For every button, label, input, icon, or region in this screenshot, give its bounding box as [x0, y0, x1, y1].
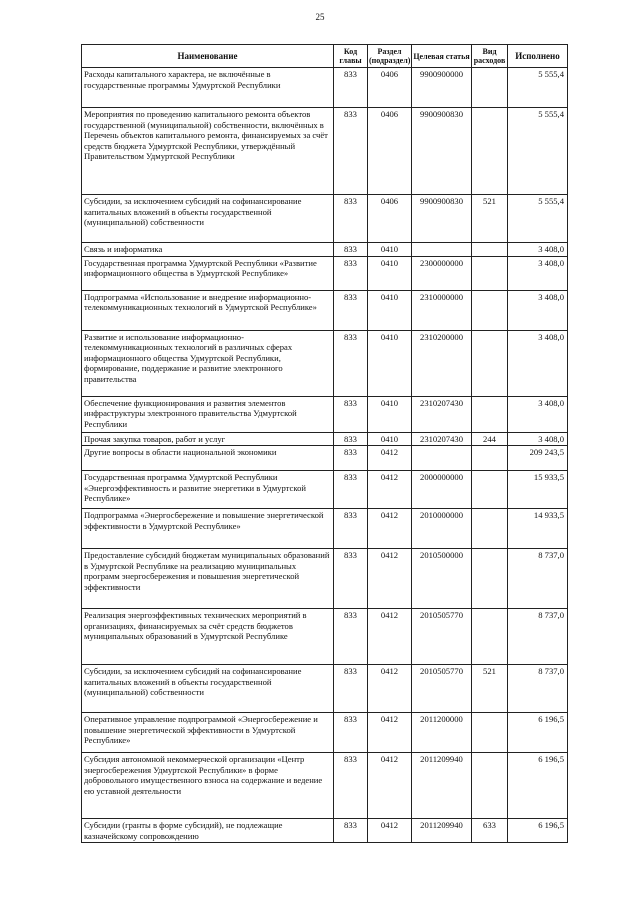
table-row: [82, 290, 568, 330]
header-code-main: Код главы: [334, 45, 368, 68]
row-name: Реализация энергоэффективных технических мероприятий в организациях, финансируемых за счёт средств бюджетов муниципальных образований в Удмуртской Республике: [82, 609, 334, 665]
row-type: [472, 609, 508, 665]
row-code: 833: [334, 446, 368, 471]
table-row: [82, 432, 568, 446]
row-target: 2010505770: [412, 609, 472, 665]
row-type: 244: [472, 432, 508, 446]
row-code: 833: [334, 256, 368, 290]
row-target: 2310207430: [412, 432, 472, 446]
table-row: [82, 471, 568, 509]
row-name: Подпрограмма «Использование и внедрение информационно-телекоммуникационных технологий в Удмуртской Республике»: [82, 290, 334, 330]
row-type: [472, 713, 508, 753]
row-type: [472, 509, 508, 549]
row-section: 0410: [368, 432, 412, 446]
header-target: Целевая статья: [412, 45, 472, 68]
row-code: 833: [334, 290, 368, 330]
row-done: 6 196,5: [508, 713, 568, 753]
row-done: 3 408,0: [508, 330, 568, 396]
row-code: 833: [334, 243, 368, 257]
row-done: 3 408,0: [508, 432, 568, 446]
row-target: 2010000000: [412, 509, 472, 549]
row-section: 0406: [368, 195, 412, 243]
row-code: 833: [334, 471, 368, 509]
table-row: [82, 665, 568, 713]
row-done: 8 737,0: [508, 665, 568, 713]
row-done: 3 408,0: [508, 243, 568, 257]
row-type: [472, 396, 508, 432]
table-row: [82, 396, 568, 432]
row-type: [472, 68, 508, 108]
table-row: [82, 509, 568, 549]
row-done: 5 555,4: [508, 195, 568, 243]
row-done: 14 933,5: [508, 509, 568, 549]
row-target: 2000000000: [412, 471, 472, 509]
row-section: 0412: [368, 549, 412, 609]
row-section: 0406: [368, 68, 412, 108]
row-name: Предоставление субсидий бюджетам муниципальных образований в Удмуртской Республике на реализацию муниципальных программ энергосбережения и повышения энергетической эффективности: [82, 549, 334, 609]
row-section: 0412: [368, 471, 412, 509]
row-target: 2310200000: [412, 330, 472, 396]
row-name: Развитие и использование информационно-телекоммуникационных технологий в различных сферах информационного общества Удмуртской Республики, формирование, поддержание и развитие электронного правительства: [82, 330, 334, 396]
row-type: 521: [472, 195, 508, 243]
row-section: 0410: [368, 243, 412, 257]
row-code: 833: [334, 108, 368, 195]
row-target: 2011209940: [412, 819, 472, 843]
row-type: 633: [472, 819, 508, 843]
row-code: 833: [334, 195, 368, 243]
header-done: Исполнено: [508, 45, 568, 68]
row-type: [472, 108, 508, 195]
row-section: 0410: [368, 330, 412, 396]
row-name: Другие вопросы в области национальной экономики: [82, 446, 334, 471]
row-code: 833: [334, 68, 368, 108]
row-name: Субсидии, за исключением субсидий на софинансирование капитальных вложений в объекты государственной (муниципальной) собственности: [82, 195, 334, 243]
row-name: Обеспечение функционирования и развития элементов инфраструктуры электронного правительства Удмуртской Республики: [82, 396, 334, 432]
row-target: 2011200000: [412, 713, 472, 753]
row-type: [472, 549, 508, 609]
row-done: 3 408,0: [508, 290, 568, 330]
table-row: [82, 609, 568, 665]
row-name: Государственная программа Удмуртской Республики «Развитие информационного общества в Удмуртской Республике»: [82, 256, 334, 290]
table-row: [82, 330, 568, 396]
row-code: 833: [334, 609, 368, 665]
row-type: [472, 243, 508, 257]
row-type: [472, 256, 508, 290]
row-target: 9900900000: [412, 68, 472, 108]
row-name: Субсидии, за исключением субсидий на софинансирование капитальных вложений в объекты государственной (муниципальной) собственности: [82, 665, 334, 713]
row-section: 0410: [368, 256, 412, 290]
row-type: [472, 330, 508, 396]
row-type: [472, 753, 508, 819]
row-done: 5 555,4: [508, 108, 568, 195]
header-section: Раздел (подраздел): [368, 45, 412, 68]
row-code: 833: [334, 713, 368, 753]
row-section: 0412: [368, 509, 412, 549]
row-target: [412, 243, 472, 257]
row-section: 0412: [368, 609, 412, 665]
row-name: Субсидии (гранты в форме субсидий), не подлежащие казначейскому сопровождению: [82, 819, 334, 843]
row-target: [412, 446, 472, 471]
row-code: 833: [334, 665, 368, 713]
table-row: [82, 446, 568, 471]
row-done: 3 408,0: [508, 256, 568, 290]
row-code: 833: [334, 396, 368, 432]
row-target: 2310000000: [412, 290, 472, 330]
row-done: 3 408,0: [508, 396, 568, 432]
row-target: 2011209940: [412, 753, 472, 819]
row-type: [472, 471, 508, 509]
row-name: Мероприятия по проведению капитального ремонта объектов государственной (муниципальной) собственности, включённых в Перечень объектов капитального ремонта, финансируемых за счёт средств бюджета Удмуртской Республики, утверждённый Правительством Удмуртской Республики: [82, 108, 334, 195]
table-row: [82, 819, 568, 843]
table-row: [82, 108, 568, 195]
row-name: Связь и информатика: [82, 243, 334, 257]
row-done: 15 933,5: [508, 471, 568, 509]
expenditure-table: [81, 44, 568, 843]
row-done: 6 196,5: [508, 819, 568, 843]
row-target: 2010505770: [412, 665, 472, 713]
row-done: 5 555,4: [508, 68, 568, 108]
row-code: 833: [334, 549, 368, 609]
row-name: Государственная программа Удмуртской Республики «Энергоэффективность и развитие энергетики в Удмуртской Республике»: [82, 471, 334, 509]
table-row: [82, 256, 568, 290]
page-number: 25: [315, 12, 325, 22]
row-section: 0412: [368, 446, 412, 471]
row-code: 833: [334, 509, 368, 549]
table-row: [82, 68, 568, 108]
header-name: Наименование: [82, 45, 334, 68]
row-name: Прочая закупка товаров, работ и услуг: [82, 432, 334, 446]
row-type: [472, 290, 508, 330]
row-section: 0410: [368, 396, 412, 432]
row-name: Подпрограмма «Энергосбережение и повышение энергетической эффективности в Удмуртской Республике»: [82, 509, 334, 549]
row-section: 0412: [368, 753, 412, 819]
table-row: [82, 549, 568, 609]
table-header-row: [82, 45, 568, 68]
row-section: 0412: [368, 665, 412, 713]
row-done: 8 737,0: [508, 609, 568, 665]
row-name: Субсидия автономной некоммерческой организации «Центр энергосбережения Удмуртской Республики» в форме добровольного имущественного взноса на содержание и ведение ею уставной деятельности: [82, 753, 334, 819]
row-section: 0412: [368, 819, 412, 843]
row-code: 833: [334, 432, 368, 446]
row-code: 833: [334, 330, 368, 396]
row-target: 9900900830: [412, 108, 472, 195]
row-done: 8 737,0: [508, 549, 568, 609]
row-section: 0410: [368, 290, 412, 330]
table-row: [82, 753, 568, 819]
row-type: [472, 446, 508, 471]
header-type: Вид расходов: [472, 45, 508, 68]
row-name: Оперативное управление подпрограммой «Энергосбережение и повышение энергетической эффективности в Удмуртской Республике»: [82, 713, 334, 753]
row-section: 0412: [368, 713, 412, 753]
row-type: 521: [472, 665, 508, 713]
row-target: 2310207430: [412, 396, 472, 432]
table-row: [82, 195, 568, 243]
row-code: 833: [334, 753, 368, 819]
table-row: [82, 243, 568, 257]
row-target: 2300000000: [412, 256, 472, 290]
row-target: 9900900830: [412, 195, 472, 243]
row-name: Расходы капитального характера, не включённые в государственные программы Удмуртской Республики: [82, 68, 334, 108]
table-row: [82, 713, 568, 753]
row-done: 209 243,5: [508, 446, 568, 471]
row-done: 6 196,5: [508, 753, 568, 819]
row-section: 0406: [368, 108, 412, 195]
row-target: 2010500000: [412, 549, 472, 609]
row-code: 833: [334, 819, 368, 843]
